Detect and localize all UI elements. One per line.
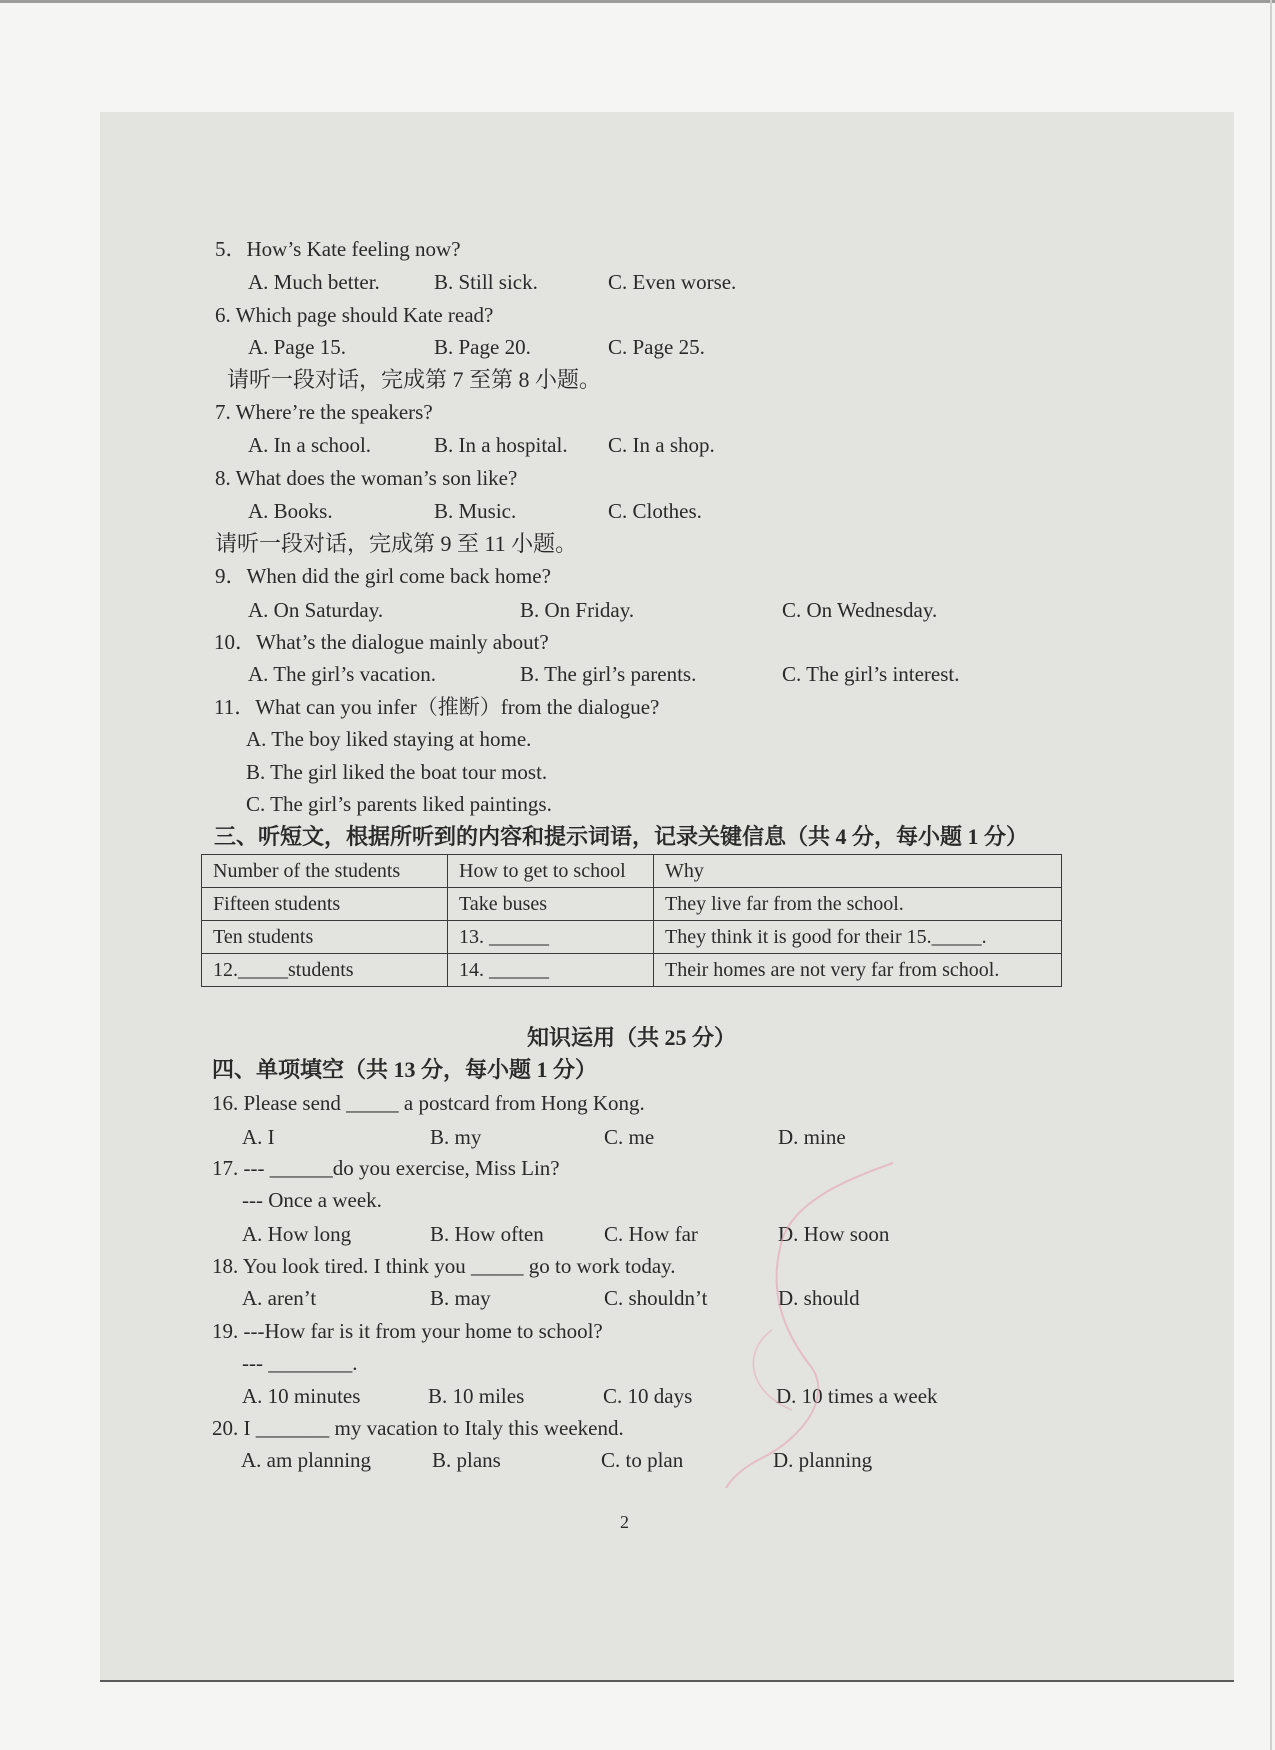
q18-option-a: A. aren’t bbox=[242, 1286, 317, 1310]
table-cell: Ten students bbox=[202, 921, 448, 954]
table-cell: 12._____students bbox=[202, 954, 448, 987]
q6-option-c: C. Page 25. bbox=[608, 335, 705, 359]
q8-option-c: C. Clothes. bbox=[608, 499, 702, 523]
q10-option-b: B. The girl’s parents. bbox=[520, 662, 697, 686]
table-cell: They live far from the school. bbox=[654, 888, 1062, 921]
q5-option-a: A. Much better. bbox=[248, 270, 380, 294]
q6-stem: 6. Which page should Kate read? bbox=[215, 303, 494, 327]
section4-heading: 四、单项填空（共 13 分，每小题 1 分） bbox=[212, 1057, 598, 1082]
q17-option-c: C. How far bbox=[604, 1222, 698, 1246]
q6-option-a: A. Page 15. bbox=[248, 335, 346, 359]
q10-option-c: C. The girl’s interest. bbox=[782, 662, 960, 686]
q7-option-c: C. In a shop. bbox=[608, 433, 715, 457]
table-header-cell: How to get to school bbox=[448, 855, 654, 888]
q10-option-a: A. The girl’s vacation. bbox=[248, 662, 436, 686]
q17-option-b: B. How often bbox=[430, 1222, 544, 1246]
table-cell: They think it is good for their 15._____. bbox=[654, 921, 1062, 954]
table-row bbox=[202, 954, 1062, 987]
q9-option-c: C. On Wednesday. bbox=[782, 598, 938, 622]
q19-reply: --- ________. bbox=[242, 1351, 358, 1375]
q20-option-b: B. plans bbox=[432, 1448, 501, 1472]
q7-option-b: B. In a hospital. bbox=[434, 433, 568, 457]
q5-option-b: B. Still sick. bbox=[434, 270, 538, 294]
table-cell: 14. ______ bbox=[448, 954, 654, 987]
table-header-cell: Number of the students bbox=[202, 855, 448, 888]
knowledge-part-title: 知识运用（共 25 分） bbox=[527, 1025, 737, 1050]
q8-stem: 8. What does the woman’s son like? bbox=[215, 466, 518, 490]
instruction-9-11: 请听一段对话，完成第 9 至 11 小题。 bbox=[215, 531, 578, 556]
q7-option-a: A. In a school. bbox=[248, 433, 372, 457]
q18-stem: 18. You look tired. I think you _____ go to work today. bbox=[212, 1254, 676, 1278]
q19-option-a: A. 10 minutes bbox=[242, 1384, 361, 1408]
table-header-row bbox=[202, 855, 1062, 888]
q19-stem: 19. ---How far is it from your home to school? bbox=[212, 1319, 603, 1343]
table-row bbox=[202, 888, 1062, 921]
q16-option-c: C. me bbox=[604, 1125, 655, 1149]
q19-option-c: C. 10 days bbox=[603, 1384, 693, 1408]
q20-stem: 20. I _______ my vacation to Italy this weekend. bbox=[212, 1416, 624, 1440]
q18-option-c: C. shouldn’t bbox=[604, 1286, 708, 1310]
table-header-cell: Why bbox=[654, 855, 1062, 888]
section3-heading: 三、听短文，根据所听到的内容和提示词语，记录关键信息（共 4 分，每小题 1 分） bbox=[214, 824, 1029, 849]
q6-option-b: B. Page 20. bbox=[434, 335, 531, 359]
key-info-table bbox=[201, 854, 1062, 987]
q9-stem: 9．When did the girl come back home? bbox=[215, 564, 551, 588]
q17-option-d: D. How soon bbox=[778, 1222, 890, 1246]
table-cell: Take buses bbox=[448, 888, 654, 921]
q18-option-b: B. may bbox=[430, 1286, 491, 1310]
q16-stem: 16. Please send _____ a postcard from Hong Kong. bbox=[212, 1091, 645, 1115]
q11-option-c: C. The girl’s parents liked paintings. bbox=[246, 792, 552, 816]
q16-option-a: A. I bbox=[242, 1125, 275, 1149]
q9-option-a: A. On Saturday. bbox=[248, 598, 384, 622]
scan-right-edge bbox=[1270, 0, 1272, 1750]
q8-option-b: B. Music. bbox=[434, 499, 517, 523]
q16-option-d: D. mine bbox=[778, 1125, 846, 1149]
q19-option-b: B. 10 miles bbox=[428, 1384, 525, 1408]
q5-option-c: C. Even worse. bbox=[608, 270, 737, 294]
q8-option-a: A. Books. bbox=[248, 499, 333, 523]
table-cell: 13. ______ bbox=[448, 921, 654, 954]
page-number: 2 bbox=[620, 1512, 629, 1532]
q17-reply: --- Once a week. bbox=[242, 1188, 382, 1212]
table-row bbox=[202, 921, 1062, 954]
instruction-7-8: 请听一段对话，完成第 7 至第 8 小题。 bbox=[227, 367, 602, 392]
q11-stem: 11．What can you infer（推断）from the dialogue? bbox=[214, 695, 660, 719]
table-cell: Their homes are not very far from school. bbox=[654, 954, 1062, 987]
q19-option-d: D. 10 times a week bbox=[776, 1384, 938, 1408]
q18-option-d: D. should bbox=[778, 1286, 860, 1310]
q10-stem: 10．What’s the dialogue mainly about? bbox=[214, 630, 549, 654]
q7-stem: 7. Where’re the speakers? bbox=[215, 400, 433, 424]
q20-option-d: D. planning bbox=[773, 1448, 873, 1472]
scan-top-edge bbox=[0, 0, 1275, 3]
q17-option-a: A. How long bbox=[242, 1222, 352, 1246]
q11-option-b: B. The girl liked the boat tour most. bbox=[246, 760, 548, 784]
q20-option-a: A. am planning bbox=[241, 1448, 372, 1472]
q9-option-b: B. On Friday. bbox=[520, 598, 635, 622]
q11-option-a: A. The boy liked staying at home. bbox=[246, 727, 532, 751]
table-cell: Fifteen students bbox=[202, 888, 448, 921]
q5-stem: 5．How’s Kate feeling now? bbox=[215, 237, 461, 261]
q20-option-c: C. to plan bbox=[601, 1448, 684, 1472]
q17-stem: 17. --- ______do you exercise, Miss Lin? bbox=[212, 1156, 560, 1180]
q16-option-b: B. my bbox=[430, 1125, 482, 1149]
